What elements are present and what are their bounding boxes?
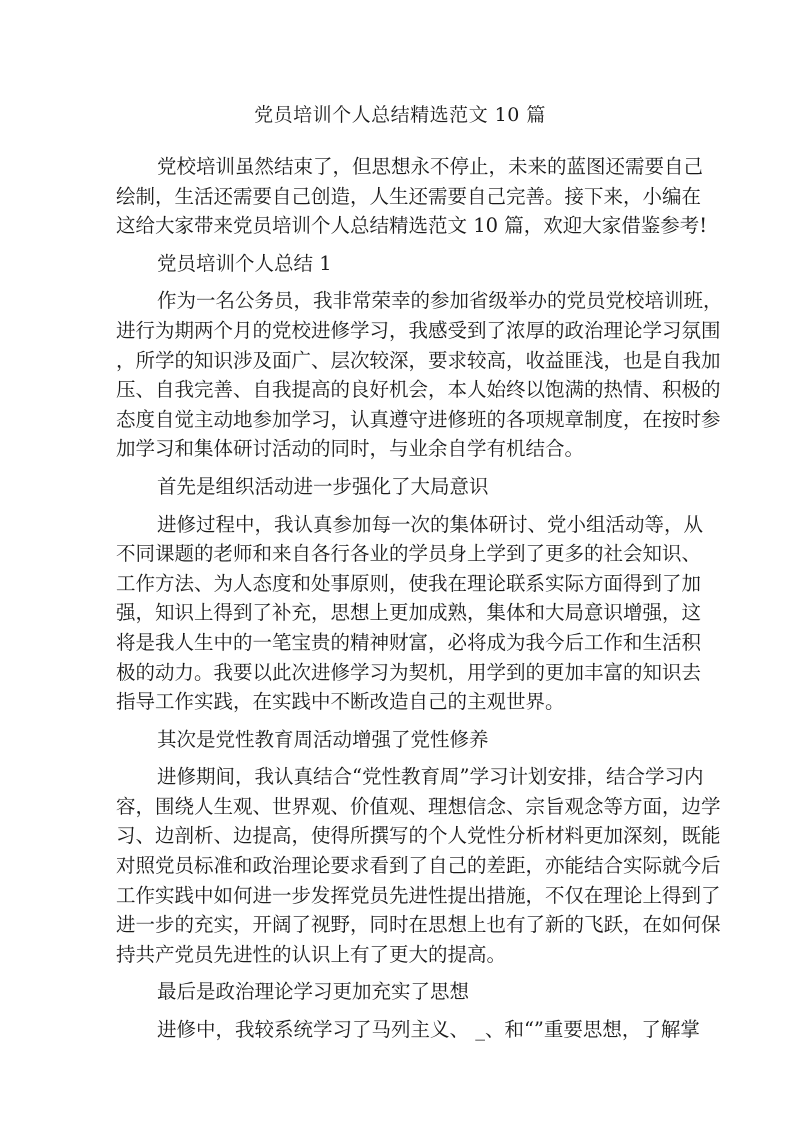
text-line: 工作方法、为人态度和处事原则，使我在理论联系实际方面得到了加 — [116, 571, 702, 595]
document-title: 党员培训个人总结精选范文 10 篇 — [254, 104, 546, 126]
text-line: 工作实践中如何进一步发挥党员先进性提出措施，不仅在理论上得到了 — [116, 883, 721, 907]
text-line: 进一步的充实，开阔了视野，同时在思想上也有了新的飞跃，在如何保 — [116, 913, 721, 937]
section-heading-second: 其次是党性教育周活动增强了党性修养 — [157, 727, 489, 751]
paragraph-second — [116, 762, 721, 969]
document-body — [116, 152, 723, 1045]
paragraph-summary-1 — [116, 286, 723, 464]
text-line: 将是我人生中的一笔宝贵的精神财富，必将成为我今后工作和生活积 — [116, 630, 702, 654]
text-line: 进修期间，我认真结合“党性教育周”学习计划安排，结合学习内 — [157, 765, 704, 789]
text-line: 进行为期两个月的党校进修学习，我感受到了浓厚的政治理论学习氛围 — [116, 318, 721, 342]
text-line: 持共产党员先进性的认识上有了更大的提高。 — [116, 942, 507, 966]
text-line: 作为一名公务员，我非常荣幸的参加省级举办的党员党校培训班， — [157, 289, 723, 313]
text-line: 压、自我完善、自我提高的良好机会，本人始终以饱满的热情、积极的 — [116, 378, 721, 402]
section-heading-last: 最后是政治理论学习更加充实了思想 — [157, 980, 470, 1004]
paragraph-intro — [116, 152, 708, 241]
text-line: 不同课题的老师和来自各行各业的学员身上学到了更多的社会知识、 — [116, 542, 702, 566]
text-line: 对照党员标准和政治理论要求看到了自己的差距，亦能结合实际就今后 — [116, 854, 721, 878]
text-line: 强，知识上得到了补充，思想上更加成熟，集体和大局意识增强，这 — [116, 601, 702, 625]
text-line: 进修过程中，我认真参加每一次的集体研讨、党小组活动等，从 — [157, 512, 704, 536]
text-line: 习、边剖析、边提高，使得所撰写的个人党性分析材料更加深刻，既能 — [116, 824, 721, 848]
text-line: 态度自觉主动地参加学习，认真遵守进修班的各项规章制度，在按时参 — [116, 407, 721, 431]
text-line: ，所学的知识涉及面广、层次较深，要求较高，收益匪浅，也是自我加 — [116, 348, 721, 372]
section-heading-summary-1: 党员培训个人总结 1 — [157, 251, 332, 275]
text-line: 党校培训虽然结束了，但思想永不停止，未来的蓝图还需要自己 — [157, 155, 704, 178]
text-line: 容，围绕人生观、世界观、价值观、理想信念、宗旨观念等方面，边学 — [116, 794, 721, 818]
text-line: 极的动力。我要以此次进修学习为契机，用学到的更加丰富的知识去 — [116, 660, 702, 684]
text-line: 进修中，我较系统学习了马列主义、 _、和“”重要思想，了解掌 — [157, 1018, 700, 1042]
paragraph-last — [116, 1015, 700, 1045]
paragraph-first — [116, 510, 704, 717]
text-line: 这给大家带来党员培训个人总结精选范文 10 篇，欢迎大家借鉴参考! — [116, 214, 708, 238]
section-heading-first: 首先是组织活动进一步强化了大局意识 — [157, 474, 489, 498]
text-line: 指导工作实践，在实践中不断改造自己的主观世界。 — [116, 690, 565, 714]
text-line: 绘制，生活还需要自己创造，人生还需要自己完善。接下来，小编在 — [116, 184, 702, 208]
text-line: 加学习和集体研讨活动的同时，与业余自学有机结合。 — [116, 437, 585, 461]
